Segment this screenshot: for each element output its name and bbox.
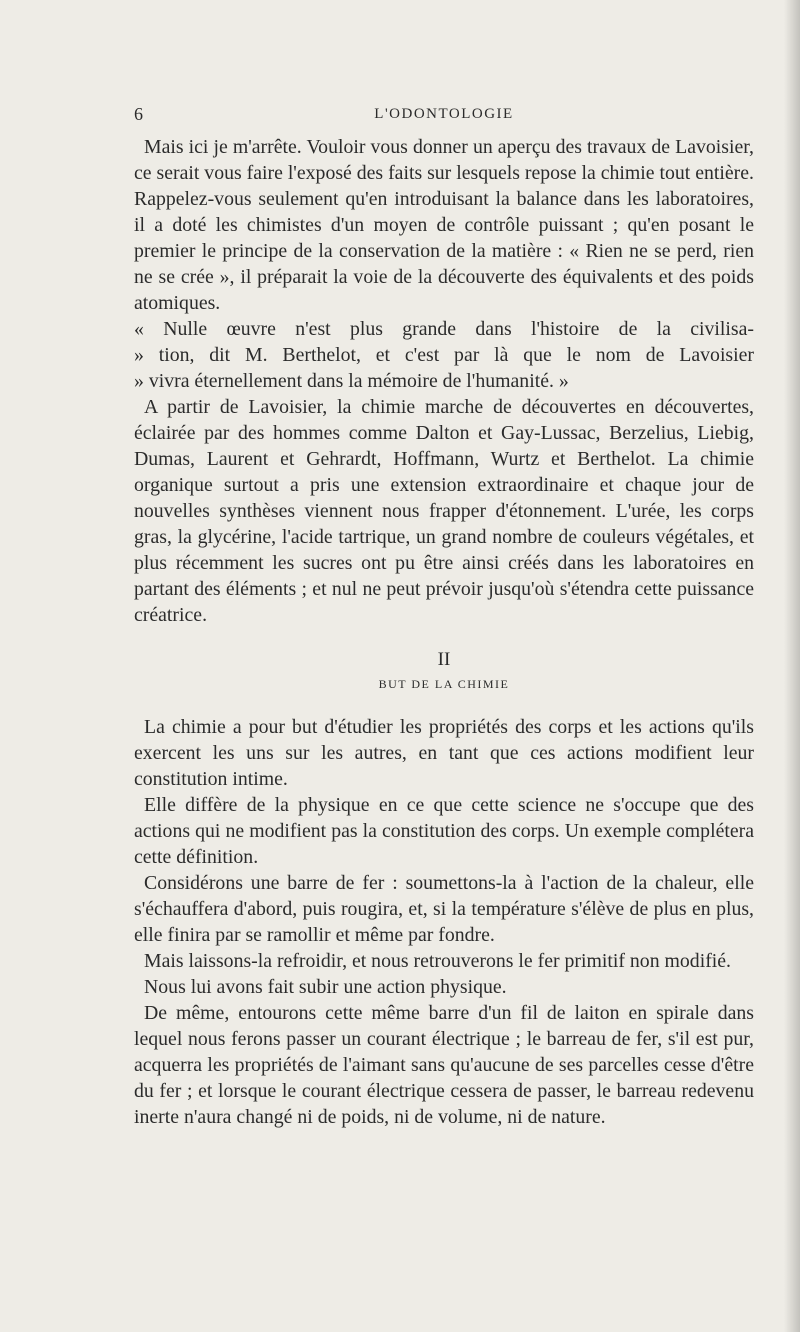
page-edge-shadow [784, 0, 800, 1332]
paragraph-definition: La chimie a pour but d'étudier les propriétés des corps et les actions qu'ils exercent les uns sur les autres, en tant que ces actions modifient leur constitution intime. [134, 716, 754, 790]
paragraph-iron-heat: Considérons une barre de fer : soumettons-la à l'action de la chaleur, elle s'échauffera d'abord, puis rougira, et, si la température s'élève de plus en plus, elle finira par se ramollir et même par fondre. [134, 872, 754, 946]
section-title: BUT DE LA CHIMIE [378, 677, 510, 691]
berthelot-quote [134, 316, 754, 394]
paragraph-lavoisier: Mais ici je m'arrête. Vouloir vous donner un aperçu des travaux de Lavoisier, ce serait vous faire l'exposé des faits sur lesquels repose la chimie tout entière. Rappelez-vous seulement qu'en introduisant la balance dans les laboratoires, il a doté les chimistes d'un moyen de contrôle puissant ; qu'en posant le premier le principe de la conservation de la matière : « Rien ne se perd, rien ne se crée », il préparait la voie de la découverte des équivalents et des poids atomiques. [134, 136, 754, 314]
paragraph-physical-action: Nous lui avons fait subir une action physique. [144, 976, 507, 998]
paragraph-cooling: Mais laissons-la refroidir, et nous retrouverons le fer primitif non modifié. [144, 950, 732, 972]
paragraph-physics: Elle diffère de la physique en ce que cette science ne s'occupe que des actions qui ne modifient pas la constitution des corps. Un exemple complétera cette définition. [134, 794, 754, 868]
running-title: L'ODONTOLOGIE [374, 106, 514, 122]
page-body [134, 104, 754, 1130]
running-header [134, 104, 754, 134]
quote-line: « Nulle œuvre n'est plus grande dans l'histoire de la civilisa- [134, 318, 754, 340]
paragraph-discoveries: A partir de Lavoisier, la chimie marche de découvertes en découvertes, éclairée par des hommes comme Dalton et Gay-Lussac, Berzelius, Liebig, Dumas, Laurent et Gehrardt, Hoffmann, Wurtz et Berthelot. La chimie organique surtout a pris une extension extraordinaire et chaque jour de nouvelles synthèses viennent nous frapper d'étonnement. L'urée, les corps gras, la glycérine, l'acide tartrique, un grand nombre de couleurs végétales, et plus récemment les sucres ont pu être ainsi créés dans les laboratoires en partant des éléments ; et nul ne peut prévoir jusqu'où s'étendra cette puissance créatrice. [134, 396, 754, 626]
quote-line: » vivra éternellement dans la mémoire de l'humanité. » [134, 370, 569, 392]
section-numeral: II [437, 649, 451, 670]
quote-line: » tion, dit M. Berthelot, et c'est par là que le nom de Lavoisier [134, 344, 754, 366]
page-number: 6 [134, 104, 143, 124]
paragraph-magnet: De même, entourons cette même barre d'un fil de laiton en spirale dans lequel nous ferons passer un courant électrique ; le barreau de fer, s'il est pur, acquerra les propriétés de l'aimant sans qu'aucune de ses parcelles cesse d'être du fer ; et lorsque le courant électrique cessera de passer, le barreau redevenu inerte n'aura changé ni de poids, ni de volume, ni de nature. [134, 1002, 754, 1128]
